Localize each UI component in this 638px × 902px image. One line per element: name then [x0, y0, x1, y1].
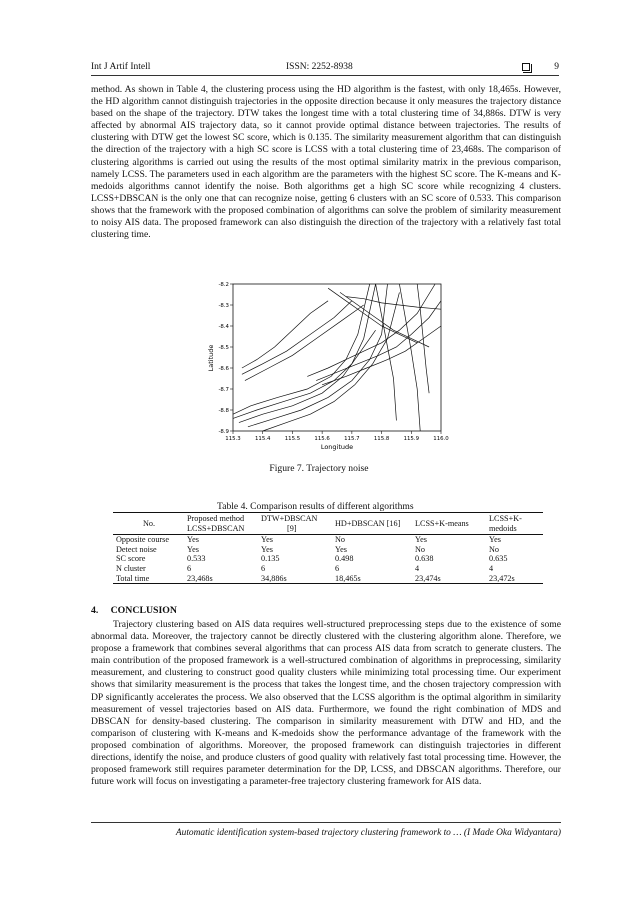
table-cell: 23,472s: [487, 574, 543, 584]
page-footer: Automatic identification system-based trajectory clustering framework to … (I Made Oka Widyantara): [91, 822, 561, 838]
table-cell: Yes: [187, 535, 199, 545]
x-tick-label: 115.3: [225, 436, 241, 442]
table-cell: 0.635: [489, 554, 508, 564]
table-cell: No: [489, 544, 500, 554]
col-header-dtw-line1: DTW+DBSCAN: [261, 514, 318, 523]
row-label: Opposite course: [116, 535, 169, 545]
journal-mark-icon: [522, 63, 530, 71]
page-number: 9: [554, 62, 559, 72]
x-axis-label: Longitude: [320, 443, 354, 451]
y-tick-label: -8.6: [218, 366, 229, 372]
table-cell: Yes: [335, 544, 347, 554]
x-tick-label: 115.8: [373, 436, 390, 442]
table-cell: No: [335, 535, 346, 545]
table-cell: Yes: [261, 544, 273, 554]
conclusion-paragraph: Trajectory clustering based on AIS data requires well-structured preprocessing steps due to the existence of some abnormal data. Moreover, the trajectory cannot be directly clustered with the clustering algorithm alone. Therefore, we propose a framework that combines several algorithms that can process AIS data from scratch to generate clusters. The main contribution of the proposed framework is a well-structured combination of algorithms in preprocessing, similarity measurement, and clustering to construct good quality clusters while minimizing total processing time. Our experiment shows that similarity measurement is the process that takes the longest time, and the chosen trajectory compression with DP significantly accelerates the process. We also observed that the LCSS algorithm is the optimal algorithm in similarity measurement of vessel trajectories based on AIS data. Furthermore, we found the right combination of MDS and DBSCAN for density-based clustering. The comparison in similarity measurement with DTW and HD, and the comparison of clustering with K-means and K-medoids show the performance advantage of the framework with the proposed combination of algorithms. Moreover, the proposed framework can distinguish trajectories in different directions, identify the noise, and produce clusters of good quality with relatively fast total processing time. However, the proposed framework still requires parameter determination for the DP, LCSS, and DBSCAN algorithms. Therefore, our future work will focus on investigating a parameter-free trajectory clustering framework for AIS data.: [91, 619, 561, 788]
table-cell: 4: [415, 563, 420, 573]
table-row: [113, 554, 543, 564]
table-cell: No: [415, 544, 426, 554]
y-tick-label: -8.7: [218, 387, 229, 393]
table-cell: 6: [335, 563, 340, 573]
y-tick-label: -8.2: [218, 282, 229, 288]
y-tick-label: -8.9: [218, 429, 229, 435]
table-cell: 23,474s: [413, 574, 487, 584]
col-header-proposed-line1: Proposed method: [187, 514, 245, 523]
table-cell: 0.498: [335, 554, 354, 564]
issn: ISSN: 2252-8938: [286, 62, 353, 72]
col-header-kmeans: LCSS+K-means: [413, 513, 487, 535]
table-cell: Yes: [415, 535, 427, 545]
y-tick-label: -8.4: [218, 324, 229, 330]
col-header-dtw-line2: [9]: [287, 523, 297, 533]
page-header: [91, 62, 559, 76]
row-label: Total time: [113, 574, 185, 584]
table-cell: Yes: [261, 535, 273, 545]
x-tick-label: 115.4: [254, 436, 271, 442]
table-cell: 0.533: [187, 554, 206, 564]
col-header-proposed: [185, 513, 259, 535]
figure-caption: Figure 7. Trajectory noise: [269, 463, 369, 474]
y-tick-label: -8.8: [218, 408, 229, 414]
table-cell: 23,468s: [185, 574, 259, 584]
col-header-dtw: [259, 513, 333, 535]
row-label: SC score: [116, 554, 146, 564]
row-label: N cluster: [116, 563, 146, 573]
table-cell: Yes: [187, 544, 199, 554]
table-cell: 6: [187, 563, 192, 573]
x-tick-label: 115.9: [403, 436, 420, 442]
table-cell: 0.135: [261, 554, 280, 564]
journal-name: Int J Artif Intell: [91, 62, 151, 72]
table-row: [113, 574, 543, 584]
x-tick-label: 115.7: [344, 436, 360, 442]
x-tick-label: 115.6: [314, 436, 330, 442]
x-tick-label: 115.5: [284, 436, 301, 442]
table-row: [113, 545, 543, 555]
table-cell: 34,886s: [259, 574, 333, 584]
row-label: Detect noise: [116, 544, 157, 554]
table-row: [113, 564, 543, 574]
col-header-hd: HD+DBSCAN [16]: [333, 513, 413, 535]
table-cell: 0.638: [415, 554, 434, 564]
table-row: [113, 535, 543, 545]
y-tick-label: -8.5: [218, 345, 229, 351]
table-cell: Yes: [489, 535, 501, 545]
table-cell: 18,465s: [333, 574, 413, 584]
x-tick-label: 116.0: [433, 436, 449, 442]
col-header-kmedoids: LCSS+K-medoids: [487, 513, 543, 535]
table-caption: Table 4. Comparison results of different algorithms: [217, 501, 414, 512]
comparison-table: [113, 512, 543, 584]
body-paragraph: method. As shown in Table 4, the clustering process using the HD algorithm is the fastest, with only 18,465s. However, the HD algorithm cannot distinguish trajectories in the opposite direction because it only measures the trajectory distance based on the shape of the trajectory. DTW takes the longest time with a total clustering time of 34,886s. DTW is very affected by abnormal AIS trajectory data, so it cannot provide optimal distance between trajectories. The results of clustering with DTW get the lowest SC score, which is 0.135. The similarity measurement algorithm that can distinguish the direction of the trajectory with a high SC score is LCSS with a total clustering time of 23,468s. The comparison of clustering algorithms is carried out using the results of the most optimal similarity matrix in the previous comparison, namely LCSS. The parameters used in each algorithm are the parameters with the highest SC score. The K-means and K-medoids algorithms cannot identify the noise. Both algorithms get a high SC score while recognizing 4 clusters. LCSS+DBSCAN is the only one that can recognize noise, getting 6 clusters with an SC score of 0.533. This comparison shows that the framework with the proposed combination of algorithms can solve the problem of similarity measurement to noisy AIS data. The proposed framework can also distinguish the direction of the trajectory with a relatively fast total clustering time.: [91, 84, 561, 241]
y-axis-label: Latitude: [207, 344, 215, 372]
table-cell: 6: [261, 563, 266, 573]
col-header-proposed-line2: LCSS+DBSCAN: [187, 523, 245, 533]
y-tick-label: -8.3: [218, 303, 229, 309]
trajectory-chart: [207, 280, 447, 452]
col-header-no: No.: [113, 513, 185, 535]
table-cell: 4: [489, 563, 494, 573]
section-heading: 4. CONCLUSION: [91, 605, 178, 616]
